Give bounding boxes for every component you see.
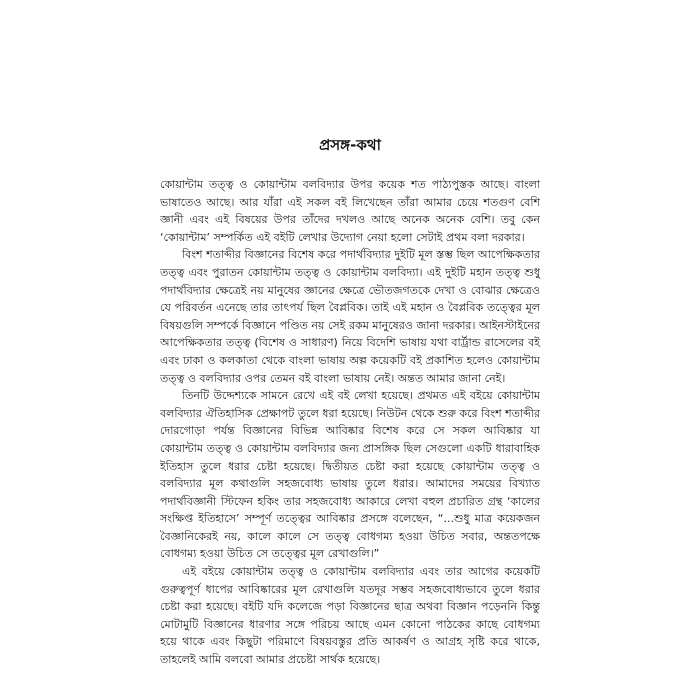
body-text — [160, 176, 540, 669]
paragraph-4: এই বইয়ে কোয়ান্টাম তত্ত্ব ও কোয়ান্টাম বলবিদ্যার এবং তার আগের কয়েকটি গুরুত্বপূর্ণ ধাপের আবিষ্কারের মূল রেখাগুলি যতদূর সম্ভব সহজবোধ্যভাবে তুলে ধরার চেষ্টা করা হয়েছে। বইটি যদি কলেজে পড়া বিজ্ঞানের ছাত্র অথবা বিজ্ঞান পড়েননি কিন্তু মোটামুটি বিজ্ঞানের ধারণার সঙ্গে পরিচয় আছে এমন কোনো পাঠকের কাছে বোধগম্য হয়ে থাকে এবং কিছুটা পরিমাণে বিষয়বস্তুর প্রতি আকর্ষণ ও আগ্রহ সৃষ্টি করে থাকে, তাহলেই আমি বলবো আমার প্রচেষ্টা সার্থক হয়েছে। — [160, 565, 540, 667]
paragraph-3: তিনটি উদ্দেশ্যকে সামনে রেখে এই বই লেখা হয়েছে। প্রথমত এই বইয়ে কোয়ান্টাম বলবিদ্যার ঐতিহাসিক প্রেক্ষাপট তুলে ধরা হয়েছে। নিউটন থেকে শুরু করে বিংশ শতাব্দীর দোরগোড়া পর্যন্ত বিজ্ঞানের বিভিন্ন আবিষ্কার বিশেষ করে সে সকল আবিষ্কার যা কোয়ান্টাম তত্ত্ব ও কোয়ান্টাম বলবিদ্যার জন্য প্রাসঙ্গিক ছিল সেগুলো একটি ধারাবাহিক ইতিহাস তুলে ধরার চেষ্টা হয়েছে। দ্বিতীয়ত চেষ্টা করা হয়েছে কোয়ান্টাম তত্ত্ব ও বলবিদ্যার মূল কথাগুলি সহজবোধ্য ভাষায় তুলে ধরার। আমাদের সময়ের বিখ্যাত পদার্থবিজ্ঞানী স্টিফেন হকিং তার সহজবোধ্য আকারে লেখা বহুল প্রচারিত গ্রন্থ ‘কালের সংক্ষিপ্ত ইতিহাসে’ সম্পূর্ণ তত্ত্বের আবিষ্কার প্রসঙ্গে বলেছেন, “...শুধু মাত্র কয়েকজন বৈজ্ঞানিকেরই নয়, কালে কালে সে তত্ত্ব বোধগম্য হওয়া উচিত সবার, অন্ততপক্ষে বোধগম্য হওয়া উচিত সে তত্ত্বের মূল রেখাগুলি।” — [160, 389, 540, 561]
paragraph-2: বিংশ শতাব্দীর বিজ্ঞানের বিশেষ করে পদার্থবিদ্যার দুইটি মূল স্তম্ভ ছিল আপেক্ষিকতার তত্ত্ব এবং পুরাতন কোয়ান্টাম তত্ত্ব ও কোয়ান্টাম বলবিদ্যা। এই দুইটি মহান তত্ত্ব শুধু পদার্থবিদ্যার ক্ষেত্রেই নয় মানুষের জ্ঞানের ক্ষেত্রে ভৌতজগতকে দেখা ও বোঝার ক্ষেত্রেও যে পরিবর্তন এনেছে তার তাৎপর্য ছিল বৈপ্লবিক। তাই এই মহান ও বৈপ্লবিক তত্ত্বের মূল বিষয়গুলি সম্পর্কে বিজ্ঞানে পণ্ডিত নয় সেই রকম মানুষেরও জানা দরকার। আইনস্টাইনের আপেক্ষিকতার তত্ত্ব (বিশেষ ও সাধারণ) নিয়ে বিদেশি ভাষায় যথা বার্ট্রান্ড রাসেলের বই এবং ঢাকা ও কলকাতা থেকে বাংলা ভাষায় অল্প কয়েকটি বই প্রকাশিত হলেও কোয়ান্টাম তত্ত্ব ও বলবিদ্যার ওপর তেমন বই বাংলা ভাষায় নেই। অন্তত আমার জানা নেই। — [160, 248, 540, 385]
page-heading: প্রসঙ্গ-কথা — [319, 136, 381, 154]
paragraph-1: কোয়ান্টাম তত্ত্ব ও কোয়ান্টাম বলবিদ্যার উপর কয়েক শত পাঠ্যপুস্তক আছে। বাংলা ভাষাতেও আছে। আর যাঁরা এই সকল বই লিখেছেন তাঁরা আমার চেয়ে শতগুণ বেশি জ্ঞানী এবং এই বিষয়ের উপর তাঁদের দখলও আছে অনেক অনেক বেশি। তবু কেন ‘কোয়ান্টাম’ সম্পর্কিত এই বইটি লেখার উদ্যোগ নেয়া হলো সেটাই প্রথম বলা দরকার। — [160, 178, 540, 244]
